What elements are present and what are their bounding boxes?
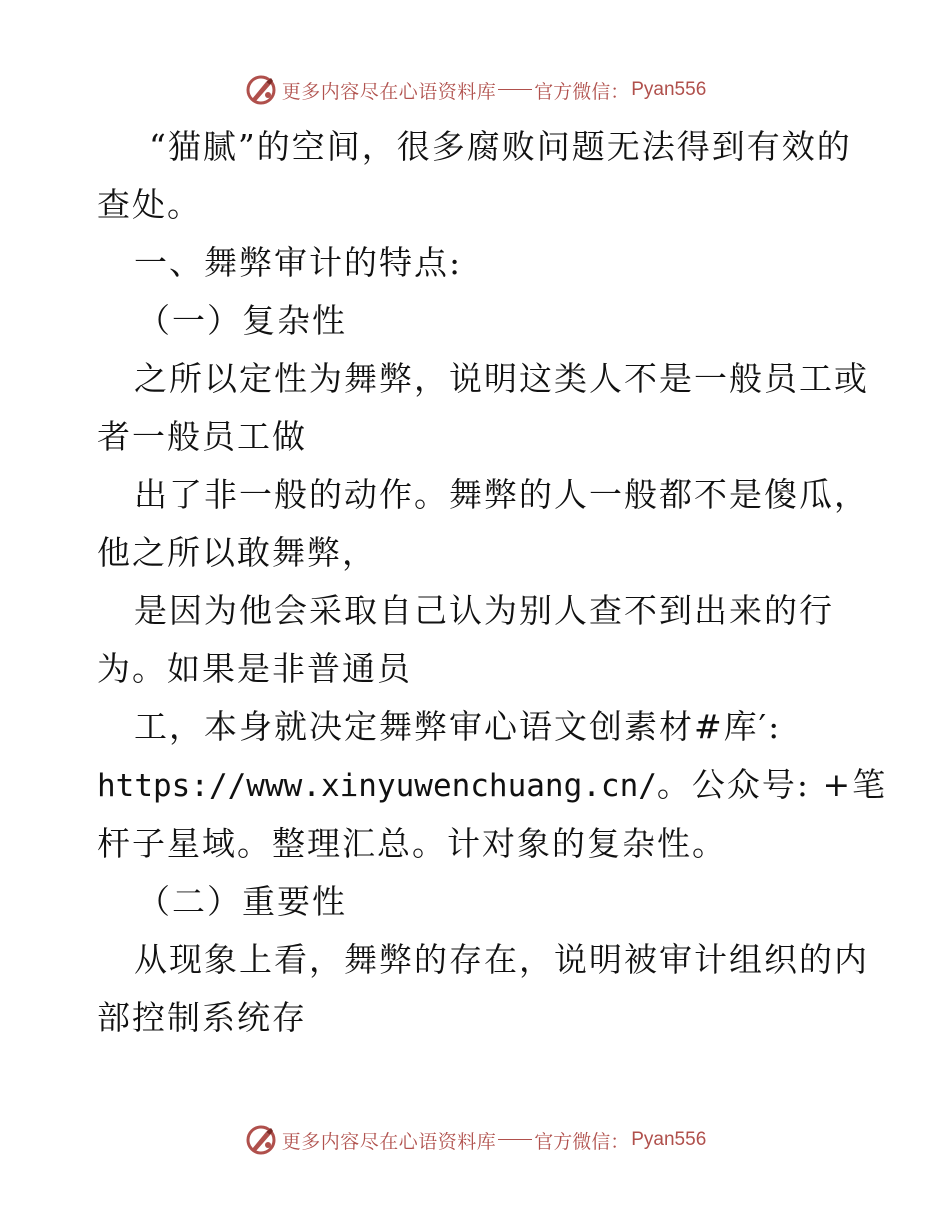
body-line: 为。如果是非普通员	[97, 649, 412, 688]
subsection-heading: （二）重要性	[137, 882, 347, 921]
body-line: 部控制系统存	[97, 998, 307, 1037]
section-heading: 一、舞弊审计的特点:	[134, 243, 463, 282]
body-line: 工，本身就决定舞弊审心语文创素材#库′:	[134, 707, 782, 746]
body-line: 从现象上看，舞弊的存在，说明被审计组织的内	[134, 940, 869, 979]
url-text: https://www.xinyuwenchuang.cn/	[97, 768, 657, 804]
pen-logo-icon	[244, 73, 278, 107]
watermark-wechat-id: Pyan556	[631, 79, 707, 100]
header-watermark	[0, 70, 950, 110]
watermark-site-text: 更多内容尽在心语资料库	[281, 80, 497, 103]
body-line: 之所以定性为舞弊，说明这类人不是一般员工或	[134, 359, 869, 398]
watermark-wechat-id: Pyan556	[631, 1129, 707, 1150]
body-line: 者一般员工做	[97, 417, 307, 456]
body-line: 杆子星域。整理汇总。计对象的复杂性。	[97, 824, 727, 863]
document-body	[97, 118, 888, 1047]
subsection-heading: （一）复杂性	[137, 301, 347, 340]
footer-watermark	[0, 1120, 950, 1160]
watermark-wechat-label: 官方微信：	[534, 80, 630, 103]
body-line: 是因为他会采取自己认为别人查不到出来的行	[134, 591, 834, 630]
watermark-wechat-label: 官方微信：	[534, 1130, 630, 1153]
body-line: 查处。	[97, 185, 202, 224]
pen-logo-icon	[244, 1123, 278, 1157]
body-line: 出了非一般的动作。舞弊的人一般都不是傻瓜，	[134, 475, 869, 514]
body-line-url	[97, 756, 888, 815]
body-line: 他之所以敢舞弊，	[97, 533, 377, 572]
watermark-site-text: 更多内容尽在心语资料库	[281, 1130, 497, 1153]
body-line: “猫腻”的空间，很多腐败问题无法得到有效的	[149, 127, 852, 166]
url-suffix-text: 。公众号: +笔	[656, 765, 888, 804]
watermark-dash	[498, 89, 532, 90]
watermark-dash	[498, 1139, 532, 1140]
